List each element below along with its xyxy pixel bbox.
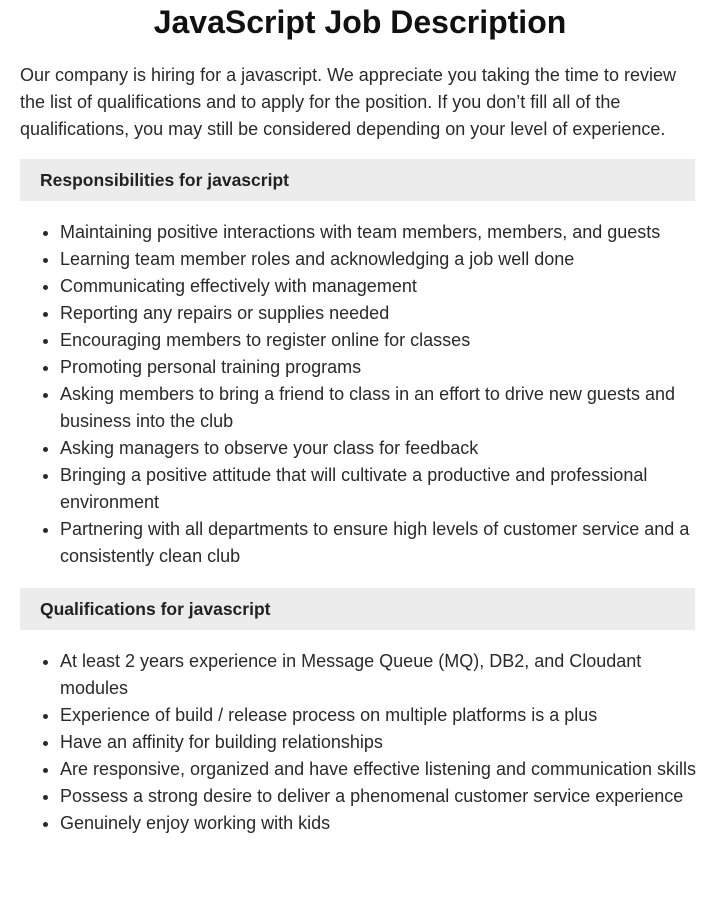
list-item: • Bringing a positive attitude that will cultivate a productive and professional environment (60, 462, 700, 516)
list-item: • Possess a strong desire to deliver a phenomenal customer service experience (60, 783, 700, 810)
responsibilities-heading: Responsibilities for javascript (20, 159, 695, 201)
responsibilities-list (0, 219, 700, 570)
list-item: • Asking managers to observe your class for feedback (60, 435, 700, 462)
page-title: JavaScript Job Description (153, 4, 567, 40)
list-item: • Reporting any repairs or supplies needed (60, 300, 700, 327)
list-item: • At least 2 years experience in Message Queue (MQ), DB2, and Cloudant modules (60, 648, 700, 702)
list-item: • Genuinely enjoy working with kids (60, 810, 700, 837)
list-item: • Promoting personal training programs (60, 354, 700, 381)
qualifications-heading: Qualifications for javascript (20, 588, 695, 630)
list-item: • Partnering with all departments to ensure high levels of customer service and a consistently clean club (60, 516, 700, 570)
list-item: • Learning team member roles and acknowledging a job well done (60, 246, 700, 273)
list-item: • Asking members to bring a friend to class in an effort to drive new guests and business into the club (60, 381, 700, 435)
list-item: • Are responsive, organized and have effective listening and communication skills (60, 756, 700, 783)
list-item: • Maintaining positive interactions with team members, members, and guests (60, 219, 700, 246)
list-item: • Encouraging members to register online for classes (60, 327, 700, 354)
list-item: • Experience of build / release process on multiple platforms is a plus (60, 702, 700, 729)
qualifications-list (0, 648, 700, 837)
intro-paragraph: Our company is hiring for a javascript. We appreciate you taking the time to review the list of qualifications and to apply for the position. If you don’t fill all of the qualifications, you may still be considered depending on your level of experience. (20, 65, 676, 139)
list-item: • Communicating effectively with management (60, 273, 700, 300)
list-item: • Have an affinity for building relationships (60, 729, 700, 756)
